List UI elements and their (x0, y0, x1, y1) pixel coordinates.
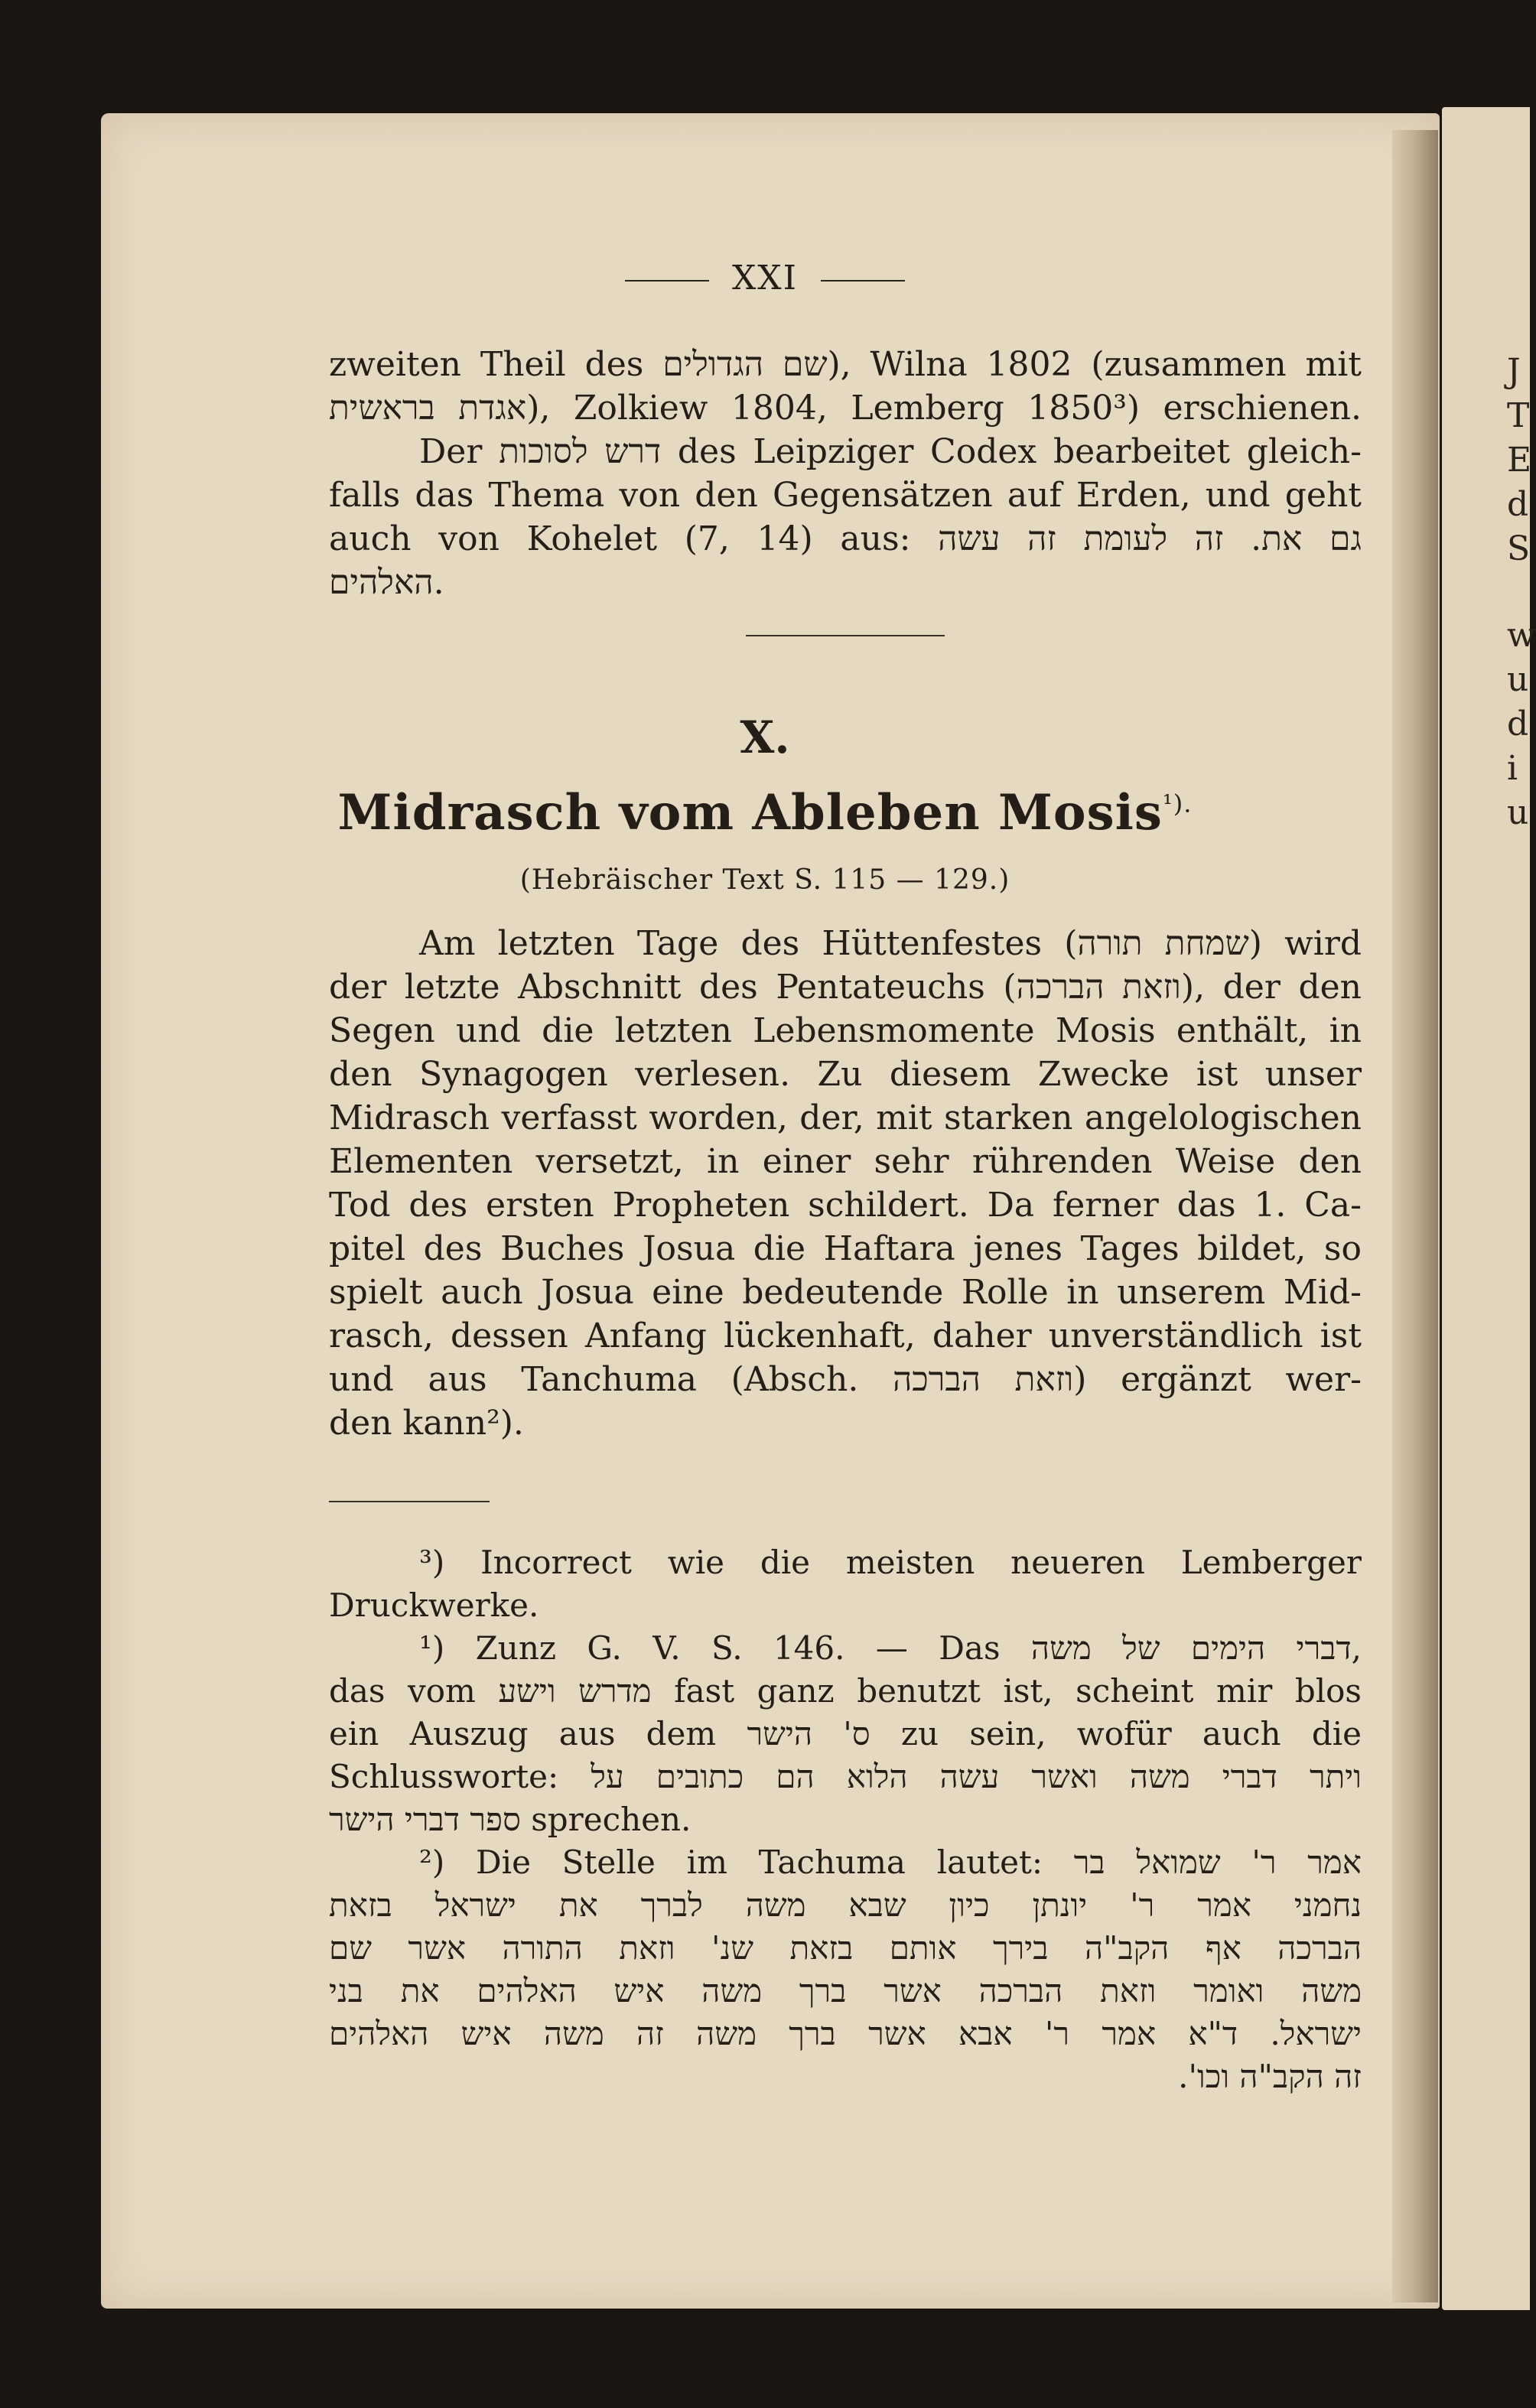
footnote-line: ¹) Zunz G. V. S. 146. — Das דברי הימים של משה, (419, 1629, 1362, 1667)
footnote-line: ²) Die Stelle im Tachuma lautet: אמר ר' שמואל בר (419, 1843, 1362, 1881)
text-line: Am letzten Tage des Hüttenfestes (שמחת תורה) wird (419, 924, 1362, 963)
page-number: XXI (731, 259, 799, 298)
footnote-line: משה ואומר וזאת הברכה אשר ברך משה איש האלהים את בני (329, 1972, 1362, 2009)
section-title-note: ¹). (1162, 789, 1193, 818)
next-page-letter: E (1507, 441, 1532, 480)
text-line: der letzte Abschnitt des Pentateuchs (וזאת הברכה), der den (329, 968, 1362, 1007)
text-line: Segen und die letzten Lebensmomente Mosis enthält, in (329, 1011, 1362, 1050)
next-page-letter: u (1507, 660, 1529, 699)
footnotes (329, 1541, 1362, 2098)
text-line: האלהים. (329, 563, 444, 602)
next-page-letter: u (1507, 793, 1529, 832)
footnote-line: Druckwerke. (329, 1586, 539, 1624)
footnote-line: הברכה אף הקב"ה בירך אותם בזאת שנ' וזאת התורה אשר שם (329, 1929, 1362, 1967)
section-divider (746, 635, 945, 636)
next-page-letter: d (1507, 485, 1529, 524)
next-page-letter: i (1507, 749, 1518, 788)
section-title-text: Midrasch vom Ableben Mosis (337, 784, 1163, 841)
page-header (0, 259, 1530, 298)
next-page-letter: J (1507, 352, 1521, 391)
text-line: und aus Tanchuma (Absch. וזאת הברכה) ergänzt wer- (329, 1360, 1362, 1399)
text-line: den Synagogen verlesen. Zu diesem Zwecke ist unser (329, 1055, 1362, 1094)
section-title (0, 784, 1530, 841)
section-subtitle: (Hebräischer Text S. 115 — 129.) (519, 864, 1010, 896)
footnote-line: das vom מדרש וישע fast ganz benutzt ist, scheint mir blos (329, 1672, 1362, 1710)
text-line: zweiten Theil des שם הגדולים), Wilna 1802 (zusammen mit (329, 345, 1362, 384)
next-page-letter: T (1507, 396, 1530, 435)
intro-paragraph (329, 343, 1362, 604)
next-page-letter: d (1507, 705, 1529, 744)
footnote-line: זה הקב"ה וכו'. (1178, 2058, 1362, 2095)
footnote-rule (329, 1501, 490, 1502)
next-page-edge (1442, 107, 1536, 2310)
text-line: Der דרש לסוכות des Leipziger Codex bearbeitet gleich- (419, 432, 1362, 471)
section-body (329, 922, 1362, 1445)
footnote-line: ³) Incorrect wie die meisten neueren Lemberger (419, 1544, 1362, 1581)
next-page-letter: w (1507, 616, 1536, 655)
text-line: falls das Thema von den Gegensätzen auf Erden, und geht (329, 476, 1362, 515)
next-page-letter: S (1507, 529, 1531, 568)
footnote-line: נחמני אמר ר' יונתן כיון שבא משה לברך את ישראל בזאת (329, 1886, 1362, 1924)
footnote-line: Schlussworte: ויתר דברי משה ואשר עשה הלוא הם כתובים על (329, 1758, 1362, 1795)
text-line: Elementen versetzt, in einer sehr rührenden Weise den (329, 1142, 1362, 1181)
footnote-line: ספר דברי הישר sprechen. (329, 1801, 692, 1838)
footnote-line: ein Auszug aus dem ס' הישר zu sein, wofür auch die (329, 1715, 1362, 1752)
text-line: Tod des ersten Propheten schildert. Da ferner das 1. Ca- (329, 1186, 1362, 1225)
footnote-line: ישראל. ד"א אמר ר' אבא אשר ברך משה זה משה איש האלהים (329, 2015, 1362, 2052)
page-gutter (1392, 130, 1438, 2302)
text-line: אגדת בראשית), Zolkiew 1804, Lemberg 1850³) erschienen. (329, 389, 1362, 428)
text-line: Midrasch verfasst worden, der, mit starken angelologischen (329, 1098, 1362, 1137)
text-line: pitel des Buches Josua die Haftara jenes Tages bildet, so (329, 1229, 1362, 1268)
section-number: X. (740, 711, 790, 763)
text-line: den kann²). (329, 1404, 524, 1443)
text-line: auch von Kohelet (7, 14) aus: גם את. זה לעומת זה עשה (329, 519, 1362, 558)
text-line: spielt auch Josua eine bedeutende Rolle in unserem Mid- (329, 1273, 1362, 1312)
text-line: rasch, dessen Anfang lückenhaft, daher unverständlich ist (329, 1316, 1362, 1355)
